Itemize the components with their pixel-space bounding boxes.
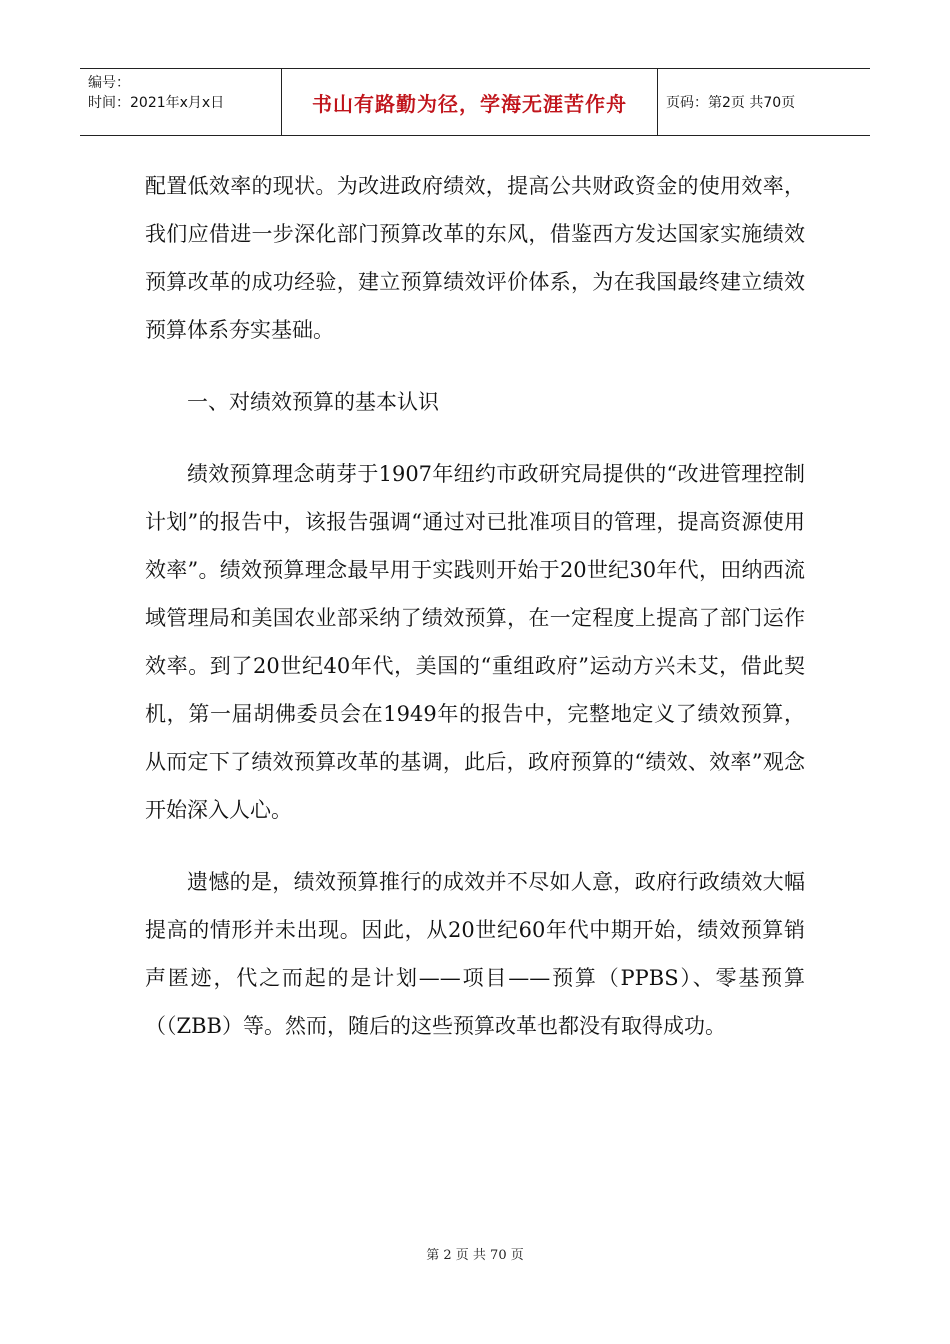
document-number-label: 编号： [88,75,130,91]
paragraph-history: 绩效预算理念萌芽于1907年纽约市政研究局提供的“改进管理控制计划”的报告中，该报告强调“通过对已批准项目的管理，提高资源使用效率”。绩效预算理念最早用于实践则开始于20世纪30年代，田纳西流域管理局和美国农业部采纳了绩效预算，在一定程度上提高了部门运作效率。到了20世纪40年代，美国的“重组政府”运动方兴未艾，借此契机，第一届胡佛委员会在1949年的报告中，完整地定义了绩效预算，从而定下了绩效预算改革的基调，此后，政府预算的“绩效、效率”观念开始深入人心。 [145,462,805,822]
section-heading: 一、对绩效预算的基本认识 [187,390,439,414]
header-meta [80,69,282,135]
header-page-info: 页码：第2页 共70页 [666,95,796,111]
page-footer: 第 2 页 共 70 页 [426,1248,524,1263]
page-header [80,68,870,136]
document-time-label: 时间：2021年x月x日 [88,95,225,111]
document-body [145,162,805,1074]
paragraph-regret: 遗憾的是，绩效预算推行的成效并不尽如人意，政府行政绩效大幅提高的情形并未出现。因此，从20世纪60年代中期开始，绩效预算销声匿迹，代之而起的是计划——项目——预算（PPBS）、零基预算（（ZBB）等。然而，随后的这些预算改革也都没有取得成功。 [145,870,805,1038]
header-motto: 书山有路勤为径，学海无涯苦作舟 [282,69,658,135]
paragraph-continuation: 配置低效率的现状。为改进政府绩效，提高公共财政资金的使用效率，我们应借进一步深化部门预算改革的东风，借鉴西方发达国家实施绩效预算改革的成功经验，建立预算绩效评价体系，为在我国最终建立绩效预算体系夯实基础。 [145,174,805,342]
